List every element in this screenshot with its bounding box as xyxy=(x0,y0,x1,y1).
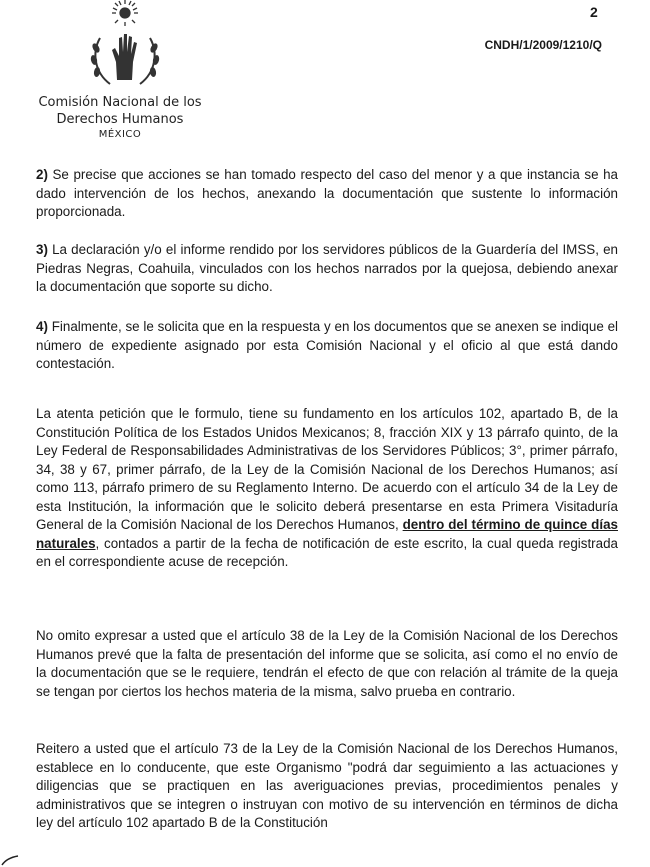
paragraph-text: La atenta petición que le formulo, tiene su fundamento en los artículos 102, apartado B, de la Constitución Política de los Estados Unidos Mexicanos; 8, fracción XIX y 13 párrafo quinto, de la Ley Federal de Responsabilidades Administrativas de los Servidores Públicos; 3°, primer párrafo, 34, 38 y 67, primer párrafo, de la Ley de la Comisión Nacional de los Derechos Humanos; así como 113, párrafo primero de su Reglamento Interno. De acuerdo con el artículo 34 de la Ley de esta Institución, la información que le solicito deberá presentarse en esta Primera Visitaduría General de la Comisión Nacional de los Derechos Humanos, xyxy=(36,406,618,532)
cndh-emblem-icon xyxy=(70,0,180,92)
paragraph-item-3 xyxy=(36,241,618,297)
org-country: MÉXICO xyxy=(98,129,142,140)
org-name-line1: Comisión Nacional de los xyxy=(38,95,202,110)
org-name-line2: Derechos Humanos xyxy=(56,112,184,127)
pen-mark xyxy=(0,855,20,867)
paragraph-item-4 xyxy=(36,318,618,374)
paragraph-text: No omito expresar a usted que el artículo 38 de la Ley de la Comisión Nacional de los Derechos Humanos prevé que la falta de presentación del informe que se solicita, así como el no envío de la documentación que se le requiere, tendrán el efecto de que con relación al trámite de la queja se tengan por ciertos los hechos materia de la misma, salvo prueba en contrario. xyxy=(36,628,618,699)
paragraph-text: Finalmente, se le solicita que en la respuesta y en los documentos que se anexen se indique el número de expediente asignado por esta Comisión Nacional y el oficio al que está dando contestación. xyxy=(36,319,618,371)
paragraph-text: Se precise que acciones se han tomado respecto del caso del menor y a que instancia se ha dado intervención de los hechos, anexando la documentación que sustente lo información proporcionada. xyxy=(36,167,618,219)
item-number: 2) xyxy=(36,167,48,182)
paragraph-article-73 xyxy=(36,740,618,833)
paragraph-text: Reitero a usted que el artículo 73 de la Ley de la Comisión Nacional de los Derechos Humanos, establece en lo conducente, que este Organismo "podrá dar seguimiento a las actuaciones y diligencias que se practiquen en las averiguaciones previas, procedimientos penales y administrativos que se integren o instruyan con motivo de su intervención en términos de dicha ley del artículo 102 apartado B de la Constitución xyxy=(36,741,618,830)
paragraph-article-38 xyxy=(36,627,618,701)
item-number: 4) xyxy=(36,319,48,334)
org-name-block xyxy=(20,94,220,142)
page-number: 2 xyxy=(590,4,598,20)
paragraph-text: , contados a partir de la fecha de notificación de este escrito, la cual queda registrada en el correspondiente acuse de recepción. xyxy=(36,535,618,569)
item-number: 3) xyxy=(36,242,48,257)
paragraph-legal-basis xyxy=(36,405,618,572)
paragraph-item-2 xyxy=(36,166,618,222)
deadline-emphasis: dentro del término de quince días naturales xyxy=(36,517,618,551)
document-reference: CNDH/1/2009/1210/Q xyxy=(484,38,602,52)
paragraph-text: La declaración y/o el informe rendido por los servidores públicos de la Guardería del IMSS, en Piedras Negras, Coahuila, vinculados con los hechos narrados por la quejosa, debiendo anexar la documentación que soporte su dicho. xyxy=(36,242,618,294)
